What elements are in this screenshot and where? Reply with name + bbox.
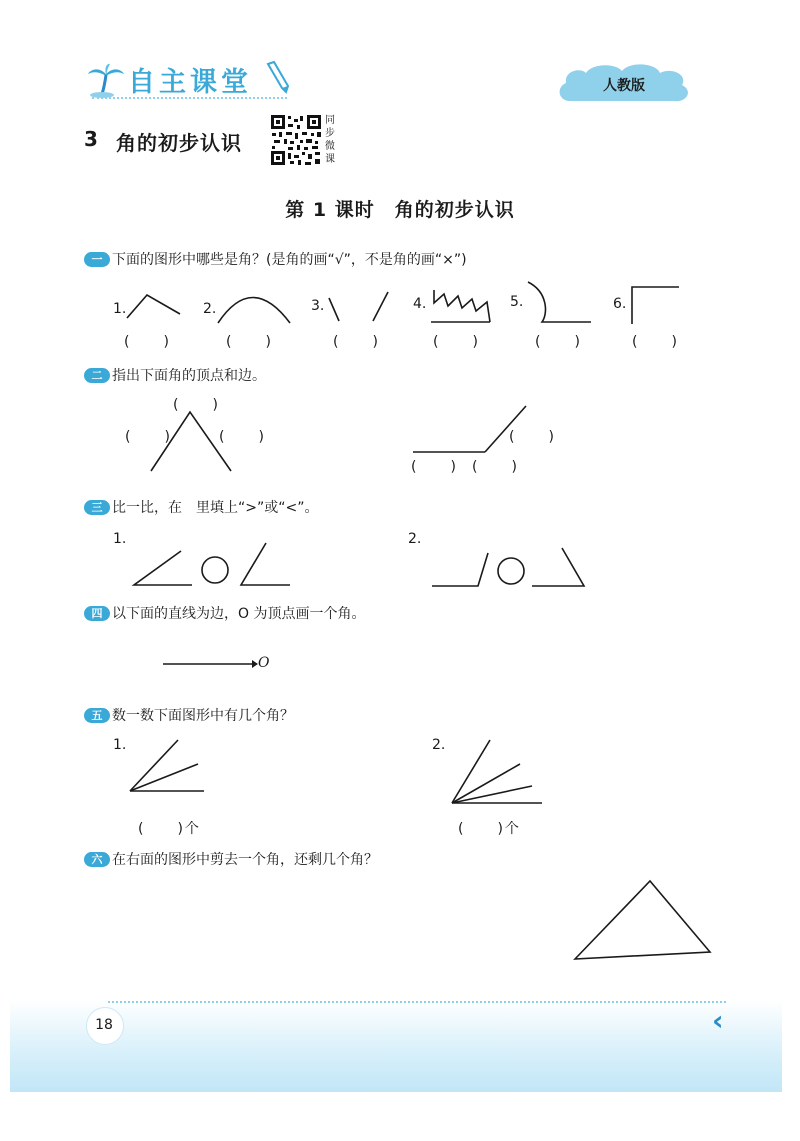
q1-item-label: 1. (113, 301, 127, 317)
q1-fig-2-arc (218, 298, 290, 324)
q5-fig-2-ray (452, 764, 520, 803)
q5-prompt: 数一数下面图形中有几个角？ (112, 708, 294, 724)
q1-answer-blank[interactable]: ( ) (433, 334, 480, 350)
q2-side-blank[interactable]: ( ) (509, 429, 556, 445)
q5-fig-1-ray (130, 740, 178, 791)
q5-fig-2-ray (452, 786, 532, 803)
q2-vertex-blank[interactable]: ( ) (472, 459, 519, 475)
q2-vertex-blank[interactable]: ( ) (173, 397, 220, 413)
q1-item-label: 3. (311, 298, 325, 314)
q1-fig-3-line-b (373, 292, 388, 321)
q1-badge: 一 (84, 252, 110, 267)
chevron-left-icon[interactable]: ‹ (712, 1004, 724, 1037)
q2-badge: 二 (84, 368, 110, 383)
q1-item-label: 6. (613, 296, 627, 312)
edition-label: 人教版 (603, 78, 645, 94)
q5-badge: 五 (84, 708, 110, 723)
q2-side-blank[interactable]: ( ) (411, 459, 458, 475)
q1-fig-1-angle (127, 295, 180, 318)
q4-badge: 四 (84, 606, 110, 621)
q4-prompt: 以下面的直线为边，O 为顶点画一个角。 (112, 606, 366, 622)
q1-fig-5-curve (528, 282, 591, 322)
q3-item-label: 2. (408, 531, 422, 547)
q3-compare-circle (498, 558, 524, 584)
q2-side-blank[interactable]: ( ) (125, 429, 172, 445)
q1-prompt: 下面的图形中哪些是角？(是角的画“√”，不是角的画“×”) (112, 252, 467, 268)
q3-fig-1-angle-b (241, 543, 290, 585)
q1-answer-blank[interactable]: ( ) (124, 334, 171, 350)
q3-fig-2-angle-a (432, 553, 488, 586)
q1-answer-blank[interactable]: ( ) (535, 334, 582, 350)
q3-fig-2-angle-b (532, 548, 584, 586)
q2-prompt: 指出下面角的顶点和边。 (112, 368, 266, 384)
footer-divider (108, 1001, 726, 1003)
q1-item-label: 2. (203, 301, 217, 317)
q3-prompt: 比一比，在 里填上“>”或“<”。 (112, 500, 319, 516)
q2-side-blank[interactable]: ( ) (219, 429, 266, 445)
q6-prompt: 在右面的图形中剪去一个角，还剩几个角？ (112, 852, 378, 868)
q1-fig-4-zigzag (434, 290, 490, 322)
q1-answer-blank[interactable]: ( ) (632, 334, 679, 350)
q5-fig-2-ray (452, 740, 490, 803)
q3-item-label: 1. (113, 531, 127, 547)
q1-answer-blank[interactable]: ( ) (226, 334, 273, 350)
lesson-title: 第 1 课时 角的初步认识 (285, 199, 515, 221)
q1-item-label: 4. (413, 296, 427, 312)
q1-fig-3-line-a (329, 298, 339, 321)
q5-answer-blank[interactable]: ( )个 (458, 821, 521, 837)
q6-badge: 六 (84, 852, 110, 867)
q1-answer-blank[interactable]: ( ) (333, 334, 380, 350)
q5-answer-blank[interactable]: ( )个 (138, 821, 201, 837)
brand-title: 自主课堂 (128, 67, 252, 98)
page-number: 18 (95, 1017, 113, 1033)
q3-compare-circle (202, 557, 228, 583)
qr-label: 同步微课 (325, 115, 335, 165)
section-number: 3 (84, 127, 98, 151)
q3-fig-1-angle-a (134, 551, 192, 585)
section-title: 角的初步认识 (116, 131, 242, 155)
q5-fig-1-ray (130, 764, 198, 791)
q5-item-label: 1. (113, 737, 127, 753)
q5-item-label: 2. (432, 737, 446, 753)
q1-item-label: 5. (510, 294, 524, 310)
q4-point-label: O (258, 655, 270, 671)
q1-fig-6-angle (632, 287, 679, 324)
q6-triangle (575, 881, 710, 959)
footer-band (10, 1000, 782, 1092)
q3-badge: 三 (84, 500, 110, 515)
